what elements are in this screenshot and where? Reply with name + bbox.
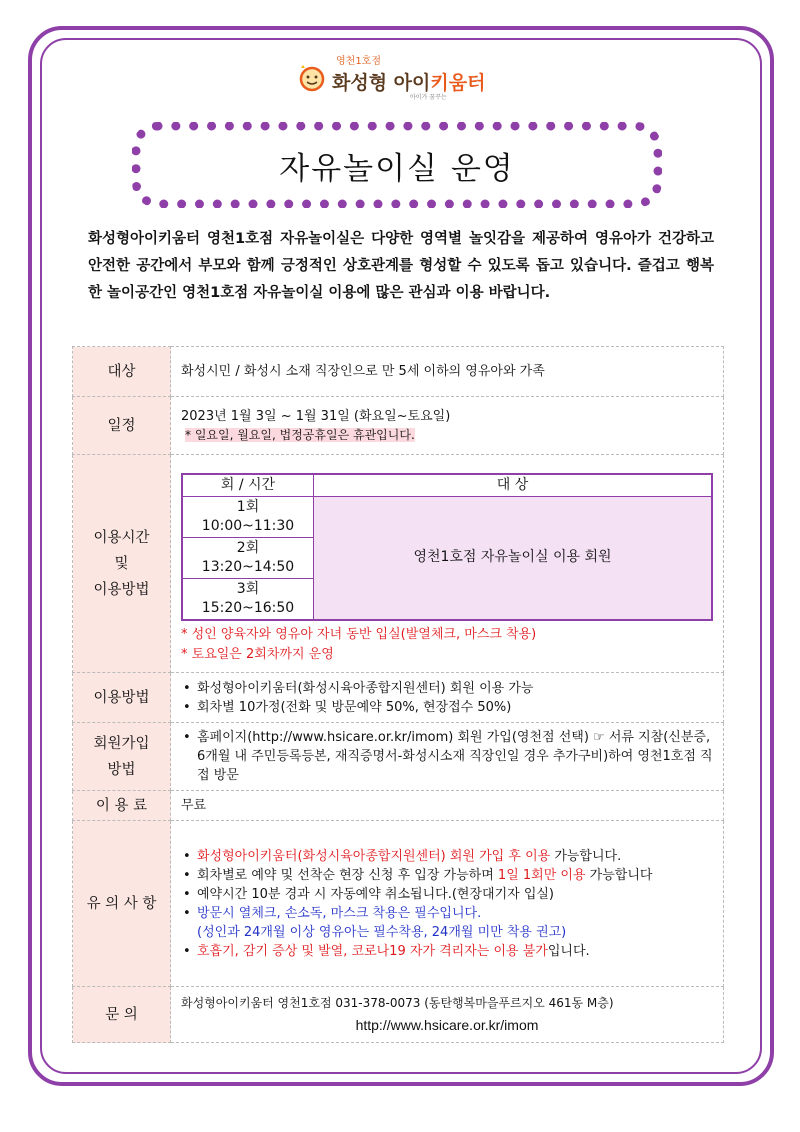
join-item: • 홈페이지(http://www.hsicare.or.kr/imom) 회원 가입(영천점 선택) ☞ 서류 지참(신분증, 6개월 내 주민등록등본, 재직증명서-화성시소재 직장인일 경우 추가구비)하여 영천1호점 직접 방문 [195, 728, 713, 785]
value-notice [171, 821, 724, 987]
method-item: • 화성형아이키움터(화성시육아종합지원센터) 회원 이용 가능 [195, 679, 713, 698]
label-schedule: 일정 [73, 397, 171, 455]
label-time: 이용시간 및 이용방법 [73, 455, 171, 673]
contact-text: 화성형아이키움터 영천1호점 031-378-0073 (동탄행복마을푸르지오 461동 M층) [181, 996, 614, 1010]
schedule-note: * 일요일, 월요일, 법정공휴일은 휴관입니다. [185, 427, 415, 442]
notice-item: • 호흡기, 감기 증상 및 발열, 코로나19 자가 격리자는 이용 불가입니다. [195, 942, 713, 961]
row-contact [73, 987, 724, 1043]
row-method [73, 673, 724, 723]
notice-item: • 예약시간 10분 경과 시 자동예약 취소됩니다.(현장대기자 입실) [195, 885, 713, 904]
value-fee: 무료 [171, 791, 724, 821]
col-target-header: 대 상 [314, 474, 713, 497]
time-table [181, 473, 713, 621]
label-join: 회원가입 방법 [73, 723, 171, 791]
logo-tagline: 아이가 꿈꾸는 [410, 94, 447, 101]
intro-paragraph: 화성형아이키움터 영천1호점 자유놀이실은 다양한 영역별 놀잇감을 제공하여 영유아가 건강하고 안전한 공간에서 부모와 함께 긍정적인 상호관계를 형성할 수 있도록 돕고 있습니다. 즐겁고 행복한 놀이공간인 영천1호점 자유놀이실 이용에 많은 관심과 이용 바랍니다. [88, 231, 714, 301]
row-schedule [73, 397, 724, 455]
row-notice [73, 821, 724, 987]
page-title: 자유놀이실 운영 [279, 150, 515, 187]
label-contact: 문 의 [73, 987, 171, 1043]
value-contact [171, 987, 724, 1043]
slot-3: 3회 15:20~16:50 [182, 578, 314, 620]
label-fee: 이 용 료 [73, 791, 171, 821]
notice-item: • 회차별로 예약 및 선착순 현장 신청 후 입장 가능하며 1일 1회만 이용 가능합니다 [195, 866, 713, 885]
label-notice: 유 의 사 항 [73, 821, 171, 987]
method-item: • 회차별 10가정(전화 및 방문예약 50%, 현장접수 50%) [195, 698, 713, 717]
time-note-2: * 토요일은 2회차까지 운영 [181, 646, 334, 662]
time-note-1: * 성인 양육자와 영유아 자녀 동반 입실(발열체크, 마스크 착용) [181, 626, 537, 642]
col-slot-header: 회 / 시간 [182, 474, 314, 497]
value-time [171, 455, 724, 673]
slot-1: 1회 10:00~11:30 [182, 496, 314, 537]
row-time [73, 455, 724, 673]
schedule-dates: 2023년 1월 3일 ~ 1월 31일 (화요일~토요일) [181, 408, 451, 424]
logo-branch: 영천1호점 [336, 56, 382, 67]
contact-url[interactable]: http://www.hsicare.or.kr/imom [355, 1017, 539, 1033]
value-join [171, 723, 724, 791]
value-method [171, 673, 724, 723]
logo-name: 화성형 아이키움터 [332, 72, 486, 94]
notice-item: • 방문시 열체크, 손소독, 마스크 착용은 필수입니다. (성인과 24개월 이상 영유아는 필수착용, 24개월 미만 착용 권고) [195, 904, 713, 942]
row-join [73, 723, 724, 791]
smile-face-icon [298, 64, 326, 92]
value-schedule [171, 397, 724, 455]
row-target [73, 347, 724, 397]
notice-item: • 화성형아이키움터(화성시육아종합지원센터) 회원 가입 후 이용 가능합니다. [195, 847, 713, 866]
label-target: 대상 [73, 347, 171, 397]
slot-target: 영천1호점 자유놀이실 이용 회원 [314, 496, 713, 620]
info-table [72, 346, 724, 1043]
row-fee [73, 791, 724, 821]
logo [298, 52, 518, 108]
value-target: 화성시민 / 화성시 소재 직장인으로 만 5세 이하의 영유아와 가족 [171, 347, 724, 397]
label-method: 이용방법 [73, 673, 171, 723]
title-box [132, 122, 662, 208]
slot-2: 2회 13:20~14:50 [182, 537, 314, 578]
